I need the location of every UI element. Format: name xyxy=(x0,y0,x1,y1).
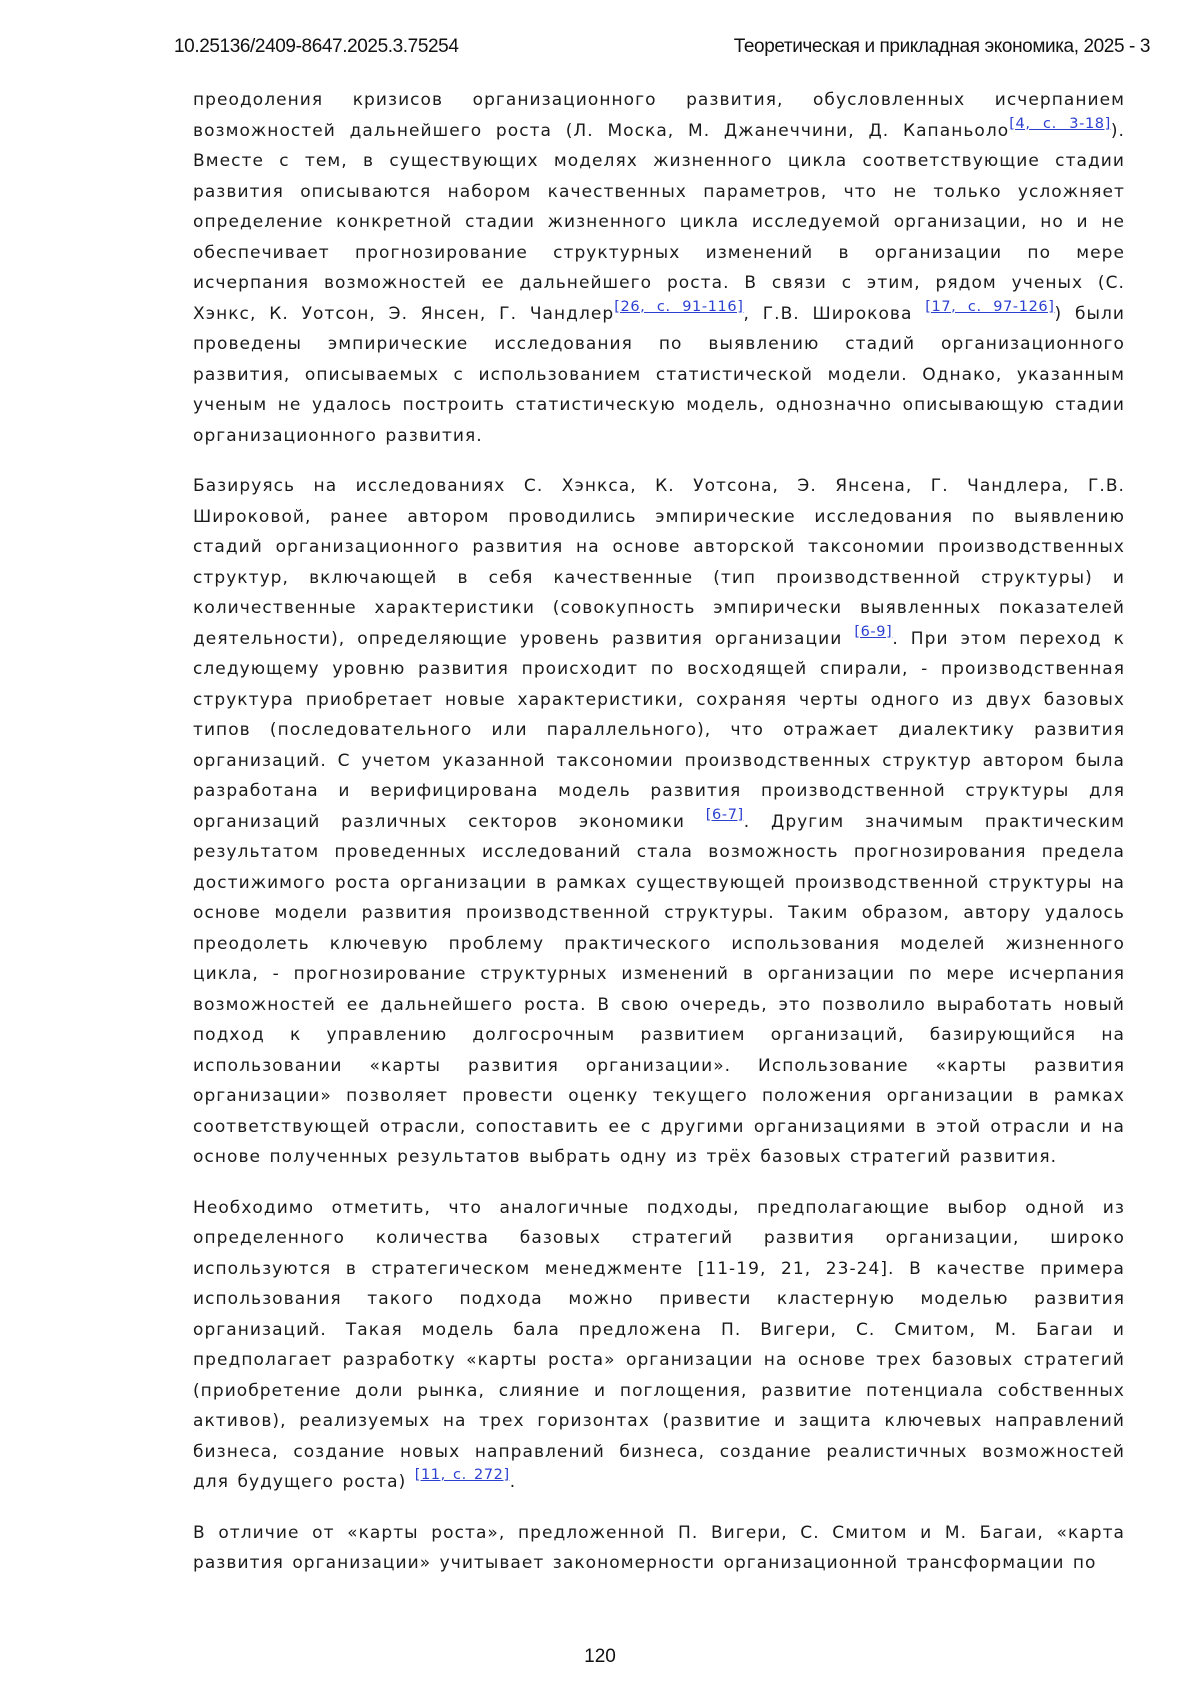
paragraph-text: . При этом переход к следующему уровню развития происходит по восходящей спирали, - производственная структура приобретает новые характеристики, сохраняя черты одного из двух базовых типов (последовательного или параллельного), что отражает диалектику развития организаций. С учетом указанной таксономии производственных структур автором была разработана и верифицирована модель развития производственной структуры для организаций различных секторов экономики xyxy=(193,629,1125,832)
citation-link[interactable]: [17, с. 97-126] xyxy=(925,299,1054,315)
paragraph-text: В отличие от «карты роста», предложенной П. Вигери, С. Смитом и М. Багаи, «карта развития организации» учитывает закономерности организационной трансформации по xyxy=(193,1523,1125,1574)
paragraph-3 xyxy=(193,1193,1125,1498)
doi-text: 10.25136/2409-8647.2025.3.75254 xyxy=(174,36,459,58)
paragraph-text: , Г.В. Широкова xyxy=(743,304,925,324)
paragraph-text: Базируясь на исследованиях С. Хэнкса, К. Уотсона, Э. Янсена, Г. Чандлера, Г.В. Широковой, ранее автором проводились эмпирические исследования по выявлению стадий организационного развития на основе авторской таксономии производственных структур, включающей в себя качественные (тип производственной структуры) и количественные характеристики (совокупность эмпирически выявленных показателей деятельности), определяющие уровень развития организации xyxy=(193,476,1125,649)
paragraph-1 xyxy=(193,85,1125,451)
page-header xyxy=(174,36,1150,66)
citation-link[interactable]: [26, с. 91-116] xyxy=(614,299,743,315)
journal-title: Теоретическая и прикладная экономика, 2025 - 3 xyxy=(734,36,1150,58)
paragraph-4 xyxy=(193,1518,1125,1579)
paragraph-text: ) были проведены эмпирические исследования по выявлению стадий организационного развития, описываемых с использованием статистической модели. Однако, указанным ученым не удалось построить статистическую модель, однозначно описывающую стадии организационного развития. xyxy=(193,304,1125,446)
paragraph-text: ). Вместе с тем, в существующих моделях жизненного цикла соответствующие стадии развития описываются набором качественных параметров, что не только усложняет определение конкретной стадии жизненного цикла исследуемой организации, но и не обеспечивает прогнозирование структурных изменений в организации по мере исчерпания возможностей ее дальнейшего роста. В связи с этим, рядом ученых (С. Хэнкс, К. Уотсон, Э. Янсен, Г. Чандлер xyxy=(193,121,1125,324)
citation-link[interactable]: [6-9] xyxy=(854,624,892,640)
citation-link[interactable]: [4, с. 3-18] xyxy=(1009,116,1111,132)
paragraph-2 xyxy=(193,471,1125,1173)
paragraph-text: . xyxy=(510,1472,516,1492)
page-number: 120 xyxy=(0,1646,1200,1668)
paragraph-text: преодоления кризисов организационного развития, обусловленных исчерпанием возможностей дальнейшего роста (Л. Моска, М. Джанеччини, Д. Капаньоло xyxy=(193,90,1125,141)
paragraph-text: Необходимо отметить, что аналогичные подходы, предполагающие выбор одной из определенного количества базовых стратегий развития организации, широко используются в стратегическом менеджменте [11-19, 21, 23-24]. В качестве примера использования такого подхода можно привести кластерную моделью развития организаций. Такая модель бала предложена П. Вигери, С. Смитом, М. Багаи и предполагает разработку «карты роста» организации на основе трех базовых стратегий (приобретение доли рынка, слияние и поглощения, развитие потенциала собственных активов), реализуемых на трех горизонтах (развитие и защита ключевых направлений бизнеса, создание новых направлений бизнеса, создание реалистичных возможностей для будущего роста) xyxy=(193,1198,1125,1493)
article-body xyxy=(193,85,1125,1599)
paragraph-text: . Другим значимым практическим результатом проведенных исследований стала возможность прогнозирования предела достижимого роста организации в рамках существующей производственной структуры на основе модели развития производственной структуры. Таким образом, автору удалось преодолеть ключевую проблему практического использования моделей жизненного цикла, - прогнозирование структурных изменений в организации по мере исчерпания возможностей ее дальнейшего роста. В свою очередь, это позволило выработать новый подход к управлению долгосрочным развитием организаций, базирующийся на использовании «карты развития организации». Использование «карты развития организации» позволяет провести оценку текущего положения организации в рамках соответствующей отрасли, сопоставить ее с другими организациями в этой отрасли и на основе полученных результатов выбрать одну из трёх базовых стратегий развития. xyxy=(193,812,1125,1168)
citation-link[interactable]: [6-7] xyxy=(706,807,744,823)
citation-link[interactable]: [11, с. 272] xyxy=(415,1467,510,1483)
